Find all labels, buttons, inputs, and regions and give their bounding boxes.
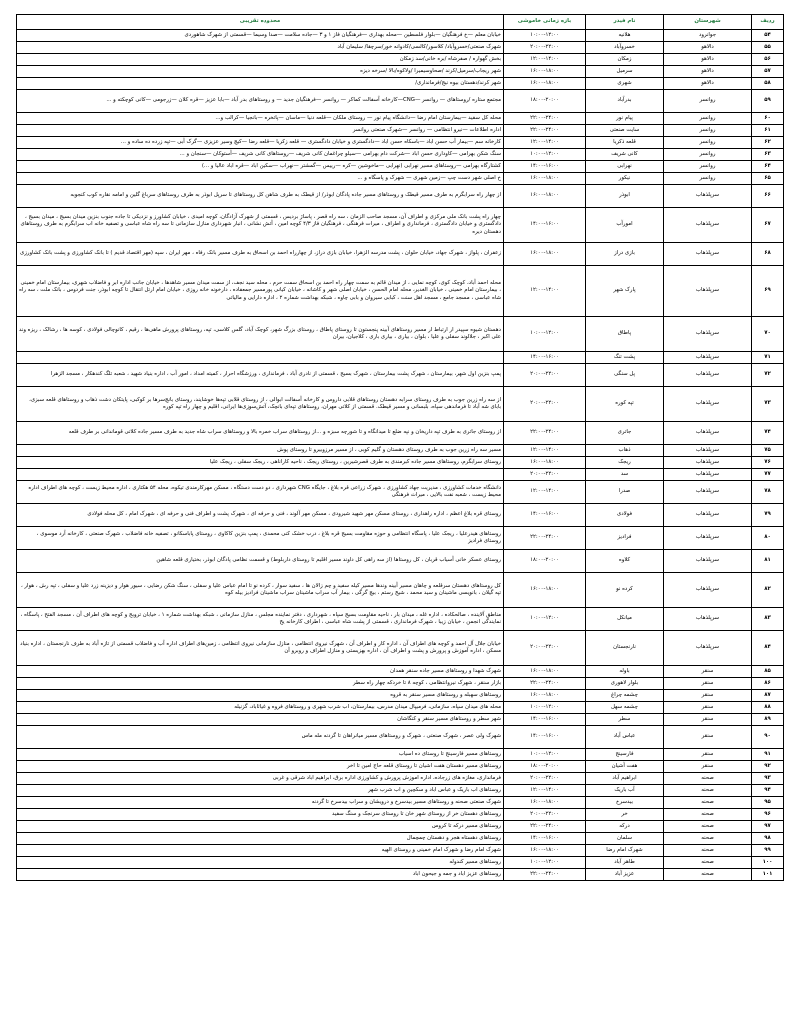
row-feeder-name: آب باریک (586, 785, 664, 797)
row-outage-time: ۱۸:۰۰-۲۰:۰۰ (504, 550, 586, 573)
row-feeder-name: بیدسرخ (586, 797, 664, 809)
row-city: سرپلذهاب (664, 352, 752, 364)
row-area: روستاهای مسیر کندوله (17, 857, 504, 869)
table-row (17, 317, 784, 352)
row-area: بازار سنقر ، شهرک نیروانتظامی ، کوچه ۸ تا خردکه چهار راه سطر (17, 678, 504, 690)
table-row (17, 527, 784, 550)
row-feeder-name: میانکل (586, 608, 664, 631)
table-row (17, 761, 784, 773)
row-number: ۶۴ (752, 161, 784, 173)
row-city: دالاهو (664, 66, 752, 78)
row-feeder-name: ابوذر (586, 185, 664, 208)
table-row (17, 869, 784, 881)
row-city: سرپلذهاب (664, 445, 752, 457)
row-feeder-name: بازی دراز (586, 243, 664, 266)
row-area: مجتمع ستاره /روستاهای — روانسر —CNG—کارخانه آسفالت کماکر — روانسر —فرهنگیان جدید — و روستاهای بدر آباد —بابا عزیز —قره کلان —زرجومی —کانی کوچکته و ... (17, 90, 504, 113)
row-area: روستاهای مسیر درکه تا کروس (17, 821, 504, 833)
row-outage-time: ۱۶:۰۰-۱۸:۰۰ (504, 573, 586, 608)
row-city: سرپلذهاب (664, 266, 752, 317)
table-row (17, 387, 784, 422)
row-outage-time: ۲۰:۰۰-۲۲:۰۰ (504, 364, 586, 387)
row-outage-time: ۱۶:۰۰-۱۸:۰۰ (504, 797, 586, 809)
header-area: محدوده تقریبی (17, 15, 504, 30)
row-area: شهر کرند/دهستان بیوه نیج/فرمانداری/ (17, 78, 504, 90)
row-feeder-name: پیام نور (586, 113, 664, 125)
table-row (17, 90, 784, 113)
row-city: سرپلذهاب (664, 364, 752, 387)
row-outage-time: ۱۶:۰۰-۱۸:۰۰ (504, 243, 586, 266)
row-outage-time: ۲۰:۰۰-۲۲:۰۰ (504, 631, 586, 666)
row-feeder-name: هفت آشیان (586, 761, 664, 773)
row-city: سنقر (664, 678, 752, 690)
row-outage-time: ۲۰:۰۰-۲۲:۰۰ (504, 42, 586, 54)
row-number: ۸۰ (752, 527, 784, 550)
row-number: ۹۴ (752, 785, 784, 797)
row-city: دالاهو (664, 42, 752, 54)
table-row (17, 833, 784, 845)
table-row (17, 469, 784, 481)
row-number: ۶۳ (752, 149, 784, 161)
row-city: سنقر (664, 690, 752, 702)
row-outage-time: ۲۲:۰۰-۲۴:۰۰ (504, 527, 586, 550)
row-feeder-name: شهری (586, 78, 664, 90)
row-area: از چهار راه سرابگرم به طرف مسیر قیطک و روستاهای مسیر جاده پادگان ابوذر/ از قیطک به طرف شاهن کل روستاهای تا سرپل ابوذر به طرف روستاهای سرباغ گلین و امامه نقاره کوب کنجوبه (17, 185, 504, 208)
row-outage-time: ۲۲:۰۰-۲۴:۰۰ (504, 869, 586, 881)
row-area: روستاهای عزیز اباد و جمه و جیحون اباد (17, 869, 504, 881)
header-city: شهرستان (664, 15, 752, 30)
row-feeder-name: طاهر آباد (586, 857, 664, 869)
row-outage-time: ۱۶:۰۰-۱۸:۰۰ (504, 457, 586, 469)
table-row (17, 857, 784, 869)
row-area: محله احمد آباد، کوچک کوی، کوچه نمایی ، از میدان قائم به سمت چهار راه احمد بن اسحاق سمت حرم ، محله سید نجف، از سمت میدان مسیر شاهدها ، خیابان جانب اداره ابر و فاضلاب شهری، بیمارستان امام خمینی ، بیمارستان امام خمینی ، خیابان الغدیر، محله امام الحسن ، خیابان اصلی شهر و کاشانه ، خیابان کیانی پورمسیر جمعفاده ، دارخونه خانه روزی ، خیابان امام ارتل انتقال تا کوچه ابوذر، جنت فردوس ، بانک ملت ، سه راه شاه عباسی ، مسجد جامع ، مسجد اهل سنت ، کبابی سیروان و بابی چاوه ، شبکه بهداشت شماره ۲ ، اداره دارایی و مالیاتی (17, 266, 504, 317)
row-number: ۵۹ (752, 90, 784, 113)
row-outage-time: ۲۰:۰۰-۲۲:۰۰ (504, 809, 586, 821)
row-city: سرپلذهاب (664, 573, 752, 608)
row-city: سرپلذهاب (664, 185, 752, 208)
row-feeder-name: پارک شهر (586, 266, 664, 317)
row-area: روستاهای دهستاه هجر و دهستان چمچمال (17, 833, 504, 845)
row-city: سنقر (664, 666, 752, 678)
row-outage-time: ۱۴:۰۰-۱۶:۰۰ (504, 726, 586, 749)
row-number: ۱۰۰ (752, 857, 784, 869)
row-feeder-name: خر (586, 809, 664, 821)
row-city: صحنه (664, 857, 752, 869)
row-area: بخش گهواره / صفرشاه /بره خانی/سد زمکان (17, 54, 504, 66)
row-feeder-name: خسروآباد (586, 42, 664, 54)
row-city: روانسر (664, 161, 752, 173)
table-row (17, 821, 784, 833)
row-area: سنگ شکن بهرامی —کاوداری حسن اباد —شرکت دام بهرامی —سیلو چراغمان کانی شریف —روستاهای کانی شریف —آستوکان —سنجان و ... (17, 149, 504, 161)
row-outage-time: ۲۰:۰۰-۲۲:۰۰ (504, 469, 586, 481)
row-city: روانسر (664, 125, 752, 137)
row-outage-time: ۱۴:۰۰-۱۶:۰۰ (504, 352, 586, 364)
row-outage-time: ۱۸:۰۰-۲۰:۰۰ (504, 761, 586, 773)
row-city: روانسر (664, 90, 752, 113)
row-area: چهار راه پشت بانک ملی مرکزی و اطراف آن، مسجد صاحب الزمان ، سه راه قصر ، پاساژ بردیس ، قسمتی از شهرک آزادگان، کوچه امیدی ، خیابان کشاورز و نزدیکی تا جاده جنوب بنزین میدان بسیج ، میدان بسیج ، دادگستری و خیابان دادگستری ، فرمانداری و اطراف ، میرات فرهنگی ، فرهنگیان فاز ۴/۳ کوچه امین ، آتش نشانی ، انبار شهرداری منازل سازمانی تا سه راه شاه عباسی و تصفیه خانه اب سرابگرم به طرف روستاهای دهستان دیره (17, 208, 504, 243)
row-feeder-name: درکه (586, 821, 664, 833)
row-area: دهستان شیوه سپیدر ار ارتباط ار مسیر روستاهای آبینه پنجستون تا روستای پاطاق ، روستای بزرگ شهر، کوچک آباد، گلس کلاسی، تپه، روستاهای پرورش ماهی‌ها ، رقیم ، کانوچالی فولادی ، کوسه ها ، رشالک ، ریزه وند علی اکبر ، جلالوند سفلی و علیا ، بلوان ، بیاری ، بیاری باری ، کلاجیان، بیران (17, 317, 504, 352)
row-outage-time: ۱۶:۰۰-۱۸:۰۰ (504, 173, 586, 185)
row-city: سنقر (664, 749, 752, 761)
row-number: ۶۹ (752, 266, 784, 317)
row-number: ۷۹ (752, 504, 784, 527)
row-outage-time: ۱۴:۰۰-۱۶:۰۰ (504, 161, 586, 173)
row-feeder-name: سطر (586, 714, 664, 726)
row-feeder-name: صدرا (586, 481, 664, 504)
row-area: فرمانداری، مغازه های زرجاده، اداره اموزش پرورش و کشاورزی اداره برق، ابراهیم اباد شرقی و غربی (17, 773, 504, 785)
row-feeder-name: کرده نو (586, 573, 664, 608)
row-feeder-name: چشمه چراغ (586, 690, 664, 702)
row-number: ۹۳ (752, 773, 784, 785)
row-area: خ اصلی شهر دست چپ —زمین شهری — شهرک و پاسگاه و ... (17, 173, 504, 185)
row-area: روستاهای سهبله و روستاهای مسیر سنقر به قروه (17, 690, 504, 702)
table-row (17, 445, 784, 457)
row-feeder-name: فرادیز (586, 527, 664, 550)
table-row (17, 266, 784, 317)
row-outage-time: ۲۲:۰۰-۲۴:۰۰ (504, 113, 586, 125)
row-city: صحنه (664, 869, 752, 881)
row-area: روستای عسکر خانی آسیاب قربان ، کل روستاها (از سه راهی کل داوند مسیر اقلیم تا روستای داربلوط) و قسمت نظامی پادگان ابوذر، بختیاری قلعه شاهین (17, 550, 504, 573)
row-city: صحنه (664, 785, 752, 797)
row-feeder-name: باوله (586, 666, 664, 678)
row-feeder-name: بدرآباد (586, 90, 664, 113)
row-area: شهرک صنعتی صحنه و روستاهای مسیر بیدسرخ و درویشان و سراب بیدسرخ تا گردنه (17, 797, 504, 809)
row-feeder-name: ابراهیم آباد (586, 773, 664, 785)
row-city: روانسر (664, 113, 752, 125)
row-number: ۵۶ (752, 54, 784, 66)
row-city: سنقر (664, 761, 752, 773)
row-outage-time: ۱۰:۰۰-۱۲:۰۰ (504, 317, 586, 352)
row-number: ۸۹ (752, 714, 784, 726)
row-outage-time: ۱۸:۰۰-۲۰:۰۰ (504, 90, 586, 113)
row-outage-time: ۱۰:۰۰-۱۲:۰۰ (504, 749, 586, 761)
row-outage-time: ۲۲:۰۰-۲۴:۰۰ (504, 678, 586, 690)
row-number: ۹۶ (752, 809, 784, 821)
row-outage-time: ۲۲:۰۰-۲۴:۰۰ (504, 821, 586, 833)
table-row (17, 66, 784, 78)
row-outage-time: ۱۶:۰۰-۱۸:۰۰ (504, 185, 586, 208)
table-row (17, 457, 784, 469)
table-row (17, 773, 784, 785)
table-row (17, 352, 784, 364)
table-row (17, 173, 784, 185)
row-outage-time: ۱۶:۰۰-۱۸:۰۰ (504, 690, 586, 702)
row-number: ۶۷ (752, 208, 784, 243)
row-outage-time: ۲۰:۰۰-۲۲:۰۰ (504, 387, 586, 422)
row-feeder-name: هلانیه (586, 30, 664, 42)
row-outage-time: ۱۰:۰۰-۱۲:۰۰ (504, 857, 586, 869)
table-row (17, 702, 784, 714)
row-feeder-name: کانی شریف (586, 149, 664, 161)
table-row (17, 125, 784, 137)
row-number: ۵۸ (752, 78, 784, 90)
row-number: ۹۵ (752, 797, 784, 809)
row-city: سرپلذهاب (664, 608, 752, 631)
table-row (17, 78, 784, 90)
row-number: ۷۴ (752, 422, 784, 445)
row-area: شهر سطر و روستاهای مسیر سنقر و کنگاشان (17, 714, 504, 726)
row-number: ۸۱ (752, 550, 784, 573)
row-city: سرپلذهاب (664, 422, 752, 445)
row-city: روانسر (664, 137, 752, 149)
row-area: کل روستاهای دهستان سرقلعه و چاهان مسیر آبینه وندها مسیر کیله سفید و چم زالان ها ، سفید سوار ، کرده نو تا امام عباس علیا و سفلی ، سنگ شکن رضایی ، سیور هوار و دیزینه زرد علیا و سفلی ، تپه رش ، هوار ، تپه گیلان ، بانویسی ماشینان و سید محمد ، شیخ رستم ، بیچ گرگی ، بیمار آب سراب ماشینان سراب ماشینان فرادیز بیله کوه (17, 573, 504, 608)
row-outage-time: ۱۲:۰۰-۱۴:۰۰ (504, 445, 586, 457)
row-outage-time: ۱۶:۰۰-۱۸:۰۰ (504, 666, 586, 678)
row-number: ۶۵ (752, 173, 784, 185)
row-number: ۷۶ (752, 457, 784, 469)
row-area (17, 352, 504, 364)
row-number: ۵۷ (752, 66, 784, 78)
row-number: ۶۰ (752, 113, 784, 125)
header-outage-time: بازه زمانی خاموشی (504, 15, 586, 30)
row-outage-time: ۱۰:۰۰-۱۲:۰۰ (504, 702, 586, 714)
table-row (17, 422, 784, 445)
row-feeder-name: سد (586, 469, 664, 481)
row-city: سرپلذهاب (664, 387, 752, 422)
row-feeder-name: عباس آباد (586, 726, 664, 749)
row-number: ۵۴ (752, 30, 784, 42)
row-outage-time: ۱۴:۰۰-۱۶:۰۰ (504, 208, 586, 243)
row-city: صحنه (664, 809, 752, 821)
table-row (17, 845, 784, 857)
row-outage-time: ۱۰:۰۰-۱۲:۰۰ (504, 30, 586, 42)
table-row (17, 504, 784, 527)
row-city: سرپلذهاب (664, 208, 752, 243)
row-area: پمپ بنزین اول شهر، بیمارستان ، شهرک پشت بیمارستان ، شهرک بسیج ، قسمتی از نادری آباد ، فرمانداری ، ورزشگاه احرار ، کمیته امداد ، امور آب ، اداره بنیاد شهید ، شعبه تلگ کندهکار ، مسجد الزهرا (17, 364, 504, 387)
row-city: سرپلذهاب (664, 317, 752, 352)
row-feeder-name: فولادی (586, 504, 664, 527)
row-city: دالاهو (664, 54, 752, 66)
table-row (17, 113, 784, 125)
row-number: ۹۰ (752, 726, 784, 749)
row-area: دانشگاه خدمات کشاورزی ، مدیریت جهاد کشاورزی ، شهرک زراعی قره بلاغ ، جایگاه CNG شهرداری ، دو دست دستگاه ، مسکن مهرکارمندی تیکوه، محله ۵۴ هکتاری ، اداره محیط زیست ، کوچه های اطراف اداره محیط زیست ، شعبه نفت بالایی ، میراث فرهنگی (17, 481, 504, 504)
row-number: ۶۶ (752, 185, 784, 208)
row-area: از سه راه زرین جوب به طرف روستای سرابه دهستان روستاهای قلابی داروس و کارخانه آسفالت ابوالی ، از روستای قلابی تپه‌ها خوشایند، روستای بانچ‌سرها بر کوکبی، پایتکان دشت ذهاب و روستاهای قلعه سبزی، بابای شه آباد تا فرماندهی سپاه، بلبسانی و مسیر قیطک. قسمتی از کلاتی مهران، روستاهای تپه‌ای بانچک، آتش‌سوزی‌ها ایرانی، اقلیم و چهار راه تپه کوره (17, 387, 504, 422)
row-feeder-name: نارنجستان (586, 631, 664, 666)
table-row (17, 149, 784, 161)
table-row (17, 185, 784, 208)
row-number: ۹۹ (752, 845, 784, 857)
table-row (17, 785, 784, 797)
row-area: کارخانه سم —بیمار آب حسن اباد —باسکاه حسن اباد —دادگستری و خیابان دادگستری — قلعه زکریا —قلعه رضا —کیچ وسیر عزیزی —گرک آبی —تپه زرده ده ساده و ... (17, 137, 504, 149)
row-feeder-name: قلعه ذکریا (586, 137, 664, 149)
row-city: سنقر (664, 726, 752, 749)
table-row (17, 481, 784, 504)
row-outage-time: ۱۰:۰۰-۱۲:۰۰ (504, 149, 586, 161)
table-row (17, 690, 784, 702)
row-area (17, 469, 504, 481)
row-number: ۶۱ (752, 125, 784, 137)
table-row (17, 631, 784, 666)
row-city: صحنه (664, 773, 752, 785)
row-city: دالاهو (664, 78, 752, 90)
row-number: ۹۱ (752, 749, 784, 761)
row-area: مسیر سه راه زرین جوب به طرف روستای دهستان و گلیم کوبی ، از مسیر مرزوبیرو تا روستای پوش (17, 445, 504, 457)
table-row (17, 666, 784, 678)
row-area: اداره اطلاعات —نیرو انتظامی — روانسر —شهرک صنعتی روانسر (17, 125, 504, 137)
row-number: ۷۸ (752, 481, 784, 504)
row-number: ۸۶ (752, 678, 784, 690)
table-row (17, 726, 784, 749)
row-city: سنقر (664, 714, 752, 726)
row-city: روانسر (664, 173, 752, 185)
row-area: مناطق آلاینده ، صالحکاده ، اداره غله ، میدان بار ، ناحیه مقاومت بسیج سپاه ، شهرداری ، دفتر نماینده مجلس ، منازل سازمانی ، شبکه بهداشت شماره ۱ ، خیابان تروبج و کوچه های اطراف آن ، مسجد الفتح ، پاسگاه ، نمایندگی انجمن ، خیابان زیبا ، شهرک فرمانداری ، قسمتی از پشت شاه عباسی ، اطراف کارخانه یخ (17, 608, 504, 631)
table-row (17, 137, 784, 149)
table-row (17, 714, 784, 726)
row-outage-time: ۱۲:۰۰-۱۴:۰۰ (504, 785, 586, 797)
row-feeder-name: پشت تنگ (586, 352, 664, 364)
table-row (17, 243, 784, 266)
row-feeder-name: چشمه سهل (586, 702, 664, 714)
row-outage-time: ۱۲:۰۰-۱۴:۰۰ (504, 54, 586, 66)
row-city: صحنه (664, 833, 752, 845)
row-outage-time: ۱۶:۰۰-۱۸:۰۰ (504, 66, 586, 78)
row-outage-time: ۱۰:۰۰-۱۲:۰۰ (504, 608, 586, 631)
row-city: سرپلذهاب (664, 550, 752, 573)
row-number: ۸۳ (752, 608, 784, 631)
row-area: شهر ریجاب/سرمیل/کرند /صحاوسیمیرا /ولاکوه/بالا /سرخه دیزه (17, 66, 504, 78)
table-row (17, 573, 784, 608)
row-feeder-name: کلاوه (586, 550, 664, 573)
row-feeder-name: زمکان (586, 54, 664, 66)
row-area: از روستای جاتری به طرف تپه داریخان و نپه ضلع تا میدانگاه و تا شورچه سبزه و ...از روستاهای سراب خمره بالا و روستاهای سراب شاه جدید به طرف مسیر جاده کلاتی قوماندانی بر طرف قلعه (17, 422, 504, 445)
row-area: کشتارگاه بهرامی —روستاهای مسیر نهرابی (نهرابی —ماخوشین —کره —رییس —گمشتر —نهراب —سکین اباد —قره اباد عالیا و ...) (17, 161, 504, 173)
row-outage-time: ۲۲:۰۰-۲۴:۰۰ (504, 422, 586, 445)
row-city: سنقر (664, 702, 752, 714)
row-number: ۸۸ (752, 702, 784, 714)
row-feeder-name: عزیز آباد (586, 869, 664, 881)
row-outage-time: ۲۲:۰۰-۲۴:۰۰ (504, 125, 586, 137)
row-number: ۸۵ (752, 666, 784, 678)
outage-schedule-page (16, 14, 784, 881)
row-feeder-name: پل سنگی (586, 364, 664, 387)
row-number: ۷۳ (752, 387, 784, 422)
row-area: روستاهای مسیر دهستان هفت اشیان تا روستای قلعه حاج امین تا اخر (17, 761, 504, 773)
table-row (17, 208, 784, 243)
row-feeder-name: تپه کوره (586, 387, 664, 422)
row-number: ۸۷ (752, 690, 784, 702)
row-area: زعفران ، پلواز ، شهرک جهاد، خیابان حلوان ، پشت مدرسه الزهرا، خیابان بازی دراز، از چهارراه احمد بن اسحاق به طرف مسیر بانک رفاه ، مهر ایران ، سپه (مهر اقتصاد قدیم ) تا بانک کشاورزی و پشت بانک کشاورزی (17, 243, 504, 266)
header-feeder-name: نام فیدر (586, 15, 664, 30)
row-feeder-name: سایت صنعتی (586, 125, 664, 137)
table-row (17, 678, 784, 690)
row-feeder-name: نیکور (586, 173, 664, 185)
table-header-row (17, 15, 784, 30)
row-feeder-name: سرمیل (586, 66, 664, 78)
row-city: سرپلذهاب (664, 504, 752, 527)
row-feeder-name: بلوار لاهوری (586, 678, 664, 690)
row-number: ۵۵ (752, 42, 784, 54)
row-area: خیابان معلم —خ فرهنگیان —بلوار فلسطین —محله بهداری —فرهنگیان فاز ۱ و ۳ —جاده سلامت —صدا وسیما —قسمتی از شهرک شاهوردی (17, 30, 504, 42)
row-city: سرپلذهاب (664, 631, 752, 666)
row-area: روستاهای اب باریک و عباس اباد و سکچین و اب شرب شهر (17, 785, 504, 797)
row-area: شهرک ولی عصر ، شهرک صنعتی ، شهرک و روستاهای مسیر میانراهان تا گردنه مله ماس (17, 726, 504, 749)
table-row (17, 364, 784, 387)
table-row (17, 42, 784, 54)
outage-table (16, 14, 784, 881)
row-area: شهرک شهدا و روستاهای مسیر جاده سنقر همدان (17, 666, 504, 678)
row-area: روستای سرابگرم، روستاهای مسیر جاده کبرمندی به طرف قصرشیرین ، روستای ریجک ، ناحیه کاراناهی ، ریجک سفلی ، ریجک علیا (17, 457, 504, 469)
row-feeder-name: نهرابی (586, 161, 664, 173)
row-city: صحنه (664, 821, 752, 833)
row-feeder-name: شهرک امام رضا (586, 845, 664, 857)
row-area: روستاهای مسیر فارسینج تا روستای ده اسیاب (17, 749, 504, 761)
row-outage-time: ۱۴:۰۰-۱۶:۰۰ (504, 833, 586, 845)
row-city: سرپلذهاب (664, 457, 752, 469)
row-number: ۶۸ (752, 243, 784, 266)
row-outage-time: ۱۴:۰۰-۱۶:۰۰ (504, 504, 586, 527)
row-area: شهرک صنعتی/خسروآباد/ کلاسور/کالسی/کادوانه خور/سرچقا/ سلیمان آباد (17, 42, 504, 54)
row-city: سرپلذهاب (664, 469, 752, 481)
table-row (17, 749, 784, 761)
row-outage-time: ۱۲:۰۰-۱۴:۰۰ (504, 266, 586, 317)
row-outage-time: ۱۲:۰۰-۱۴:۰۰ (504, 481, 586, 504)
row-feeder-name: ذهاب (586, 445, 664, 457)
row-number: ۹۷ (752, 821, 784, 833)
row-area: روستای قره بلاغ اعظم ، اداره راهداری ، روستای مسکن مهر شهید شیرودی ، مسکن مهر آلوند ، فنی و حرفه ای ، شهرک پشت و اطراف فنی و حرفه ای ، شهرک امام ، کل محله فولادی (17, 504, 504, 527)
row-number: ۹۲ (752, 761, 784, 773)
row-city: سرپلذهاب (664, 527, 752, 550)
row-area: خیابان جلال آل احمد و کوچه های اطراف آن ، اداره کار و اطراف آن ، شهرک نیروی انتظامی ، منازل سازمانی نیروی انتظامی ، زمین‌های اطراف اداره آب و فاضلاب قسمتی از تازه آباد به طرف نارنجستان ، اداره بنیاد مسکن ، اداره آموزش و پرورش و پشت و اطراف آن ، اداره بهزیستی و منازل اطراف و روبرو آن (17, 631, 504, 666)
row-number: ۷۱ (752, 352, 784, 364)
row-feeder-name: جاتری (586, 422, 664, 445)
row-feeder-name: فارسینج (586, 749, 664, 761)
row-area: محله کل سفید —بیمارستان امام رضا —دانشگاه پیام نور — روستای ملکان —قلعه دنیا —ماسان —پاتخره —بانجیا —کرالب و... (17, 113, 504, 125)
row-number: ۹۸ (752, 833, 784, 845)
table-row (17, 797, 784, 809)
table-row (17, 161, 784, 173)
row-area: روستاهای دهستان خر از روستای شهر خان تا روستای سرنجک و سنگ سفید (17, 809, 504, 821)
row-area: شهرک امام رضا و شهرک امام خمینی و روستای الهیه (17, 845, 504, 857)
table-row (17, 550, 784, 573)
table-row (17, 54, 784, 66)
row-number: ۷۲ (752, 364, 784, 387)
row-number: ۱۰۱ (752, 869, 784, 881)
row-number: ۷۷ (752, 469, 784, 481)
row-city: سرپلذهاب (664, 243, 752, 266)
row-city: روانسر (664, 149, 752, 161)
row-city: صحنه (664, 797, 752, 809)
row-outage-time: ۱۲:۰۰-۱۴:۰۰ (504, 137, 586, 149)
row-outage-time: ۲۰:۰۰-۲۲:۰۰ (504, 773, 586, 785)
row-number: ۷۵ (752, 445, 784, 457)
row-number: ۸۲ (752, 573, 784, 608)
row-feeder-name: ریجک (586, 457, 664, 469)
row-number: ۸۴ (752, 631, 784, 666)
header-num: ردیف (752, 15, 784, 30)
row-city: صحنه (664, 845, 752, 857)
row-number: ۶۲ (752, 137, 784, 149)
row-outage-time: ۱۶:۰۰-۱۸:۰۰ (504, 78, 586, 90)
row-outage-time: ۱۶:۰۰-۱۸:۰۰ (504, 845, 586, 857)
table-row (17, 809, 784, 821)
row-feeder-name: سلمان (586, 833, 664, 845)
table-row (17, 30, 784, 42)
row-area: روستاهای هیدرعلیا ، ریجک علیا ، پاسگاه انتظامی و حوزه مقاومت بسیج قره بلاغ ، درب خشک کنی محمدی ، پمپ بنزین کاکاوی ، روستای پاباسکانو ، تصفیه خانه فاضلاب ، شهرک صنعتی ، کارخانه آرد موسوی ، روستای فرادیز (17, 527, 504, 550)
row-city: جوانرود (664, 30, 752, 42)
row-number: ۷۰ (752, 317, 784, 352)
row-feeder-name: پاطاق (586, 317, 664, 352)
row-area: محله های میدان سپاه، سازمانی، فرمیپال میدان مدرس، بیمارستان، اب شرب شهری و روستاهای فروه و غیاثاباد، گزنیله (17, 702, 504, 714)
row-outage-time: ۱۴:۰۰-۱۶:۰۰ (504, 714, 586, 726)
row-city: سرپلذهاب (664, 481, 752, 504)
row-feeder-name: امورآب (586, 208, 664, 243)
table-row (17, 608, 784, 631)
